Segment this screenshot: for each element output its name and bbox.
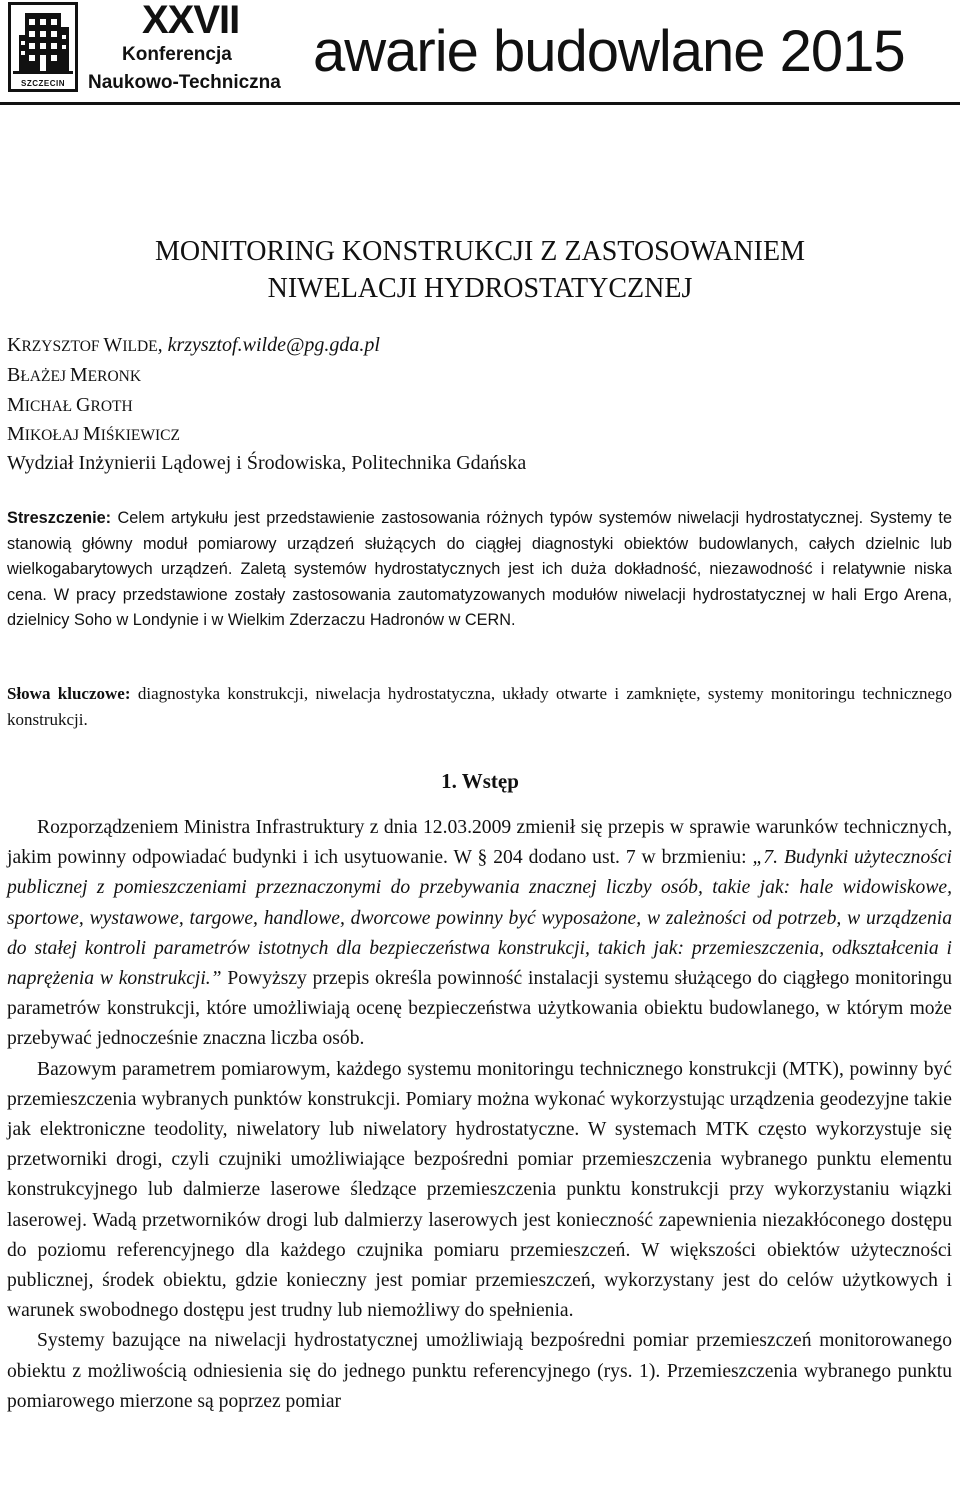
author-name: BŁAŻEJ MERONK — [7, 364, 142, 386]
author-name: KRZYSZTOF WILDE, krzysztof.wilde@pg.gda.pl — [7, 334, 380, 356]
header-divider — [0, 102, 960, 105]
conference-label-line1: Konferencja — [122, 44, 232, 65]
abstract — [7, 506, 952, 634]
paragraph: Systemy bazujące na niwelacji hydrostatycznej umożliwiają bezpośredni pomiar przemieszczeń monitorowanego obiektu z możliwością odniesienia się do jednego punktu referencyjnego (rys. 1). Przemieszczenia wybranego punktu pomiarowego mierzone są poprzez pomiar — [7, 1330, 952, 1412]
conference-header — [0, 0, 960, 104]
keywords-text: diagnostyka konstrukcji, niwelacja hydrostatyczna, układy otwarte i zamknięte, systemy monitoringu technicznego konstrukcji. — [7, 684, 952, 729]
affiliation: Wydział Inżynierii Lądowej i Środowiska, Politechnika Gdańska — [7, 452, 527, 474]
keywords — [7, 681, 952, 732]
conference-edition: XXVII — [142, 0, 240, 42]
author-email[interactable]: , krzysztof.wilde@pg.gda.pl — [157, 334, 380, 356]
abstract-label: Streszczenie: — [7, 509, 112, 527]
building-icon — [11, 5, 75, 79]
event-title: awarie budowlane 2015 — [313, 19, 905, 84]
body-text — [7, 813, 952, 1417]
paper-title-line2: NIWELACJI HYDROSTATYCZNEJ — [267, 273, 693, 304]
regulation-quote: „7. Budynki użyteczności publicznej z pomieszczeniami przeznaczonymi do przebywania znacznej liczby osób, takie jak: hale widowiskowe, sportowe, wystawowe, targowe, handlowe, dworcowe powinny być wyposażone, w zależności od potrzeb, w urządzenia do stałej kontroli parametrów istotnych dla bezpieczeństwa konstrukcji, takich jak: przemieszczenia, odkształcenia i naprężenia w konstrukcji.” — [7, 847, 953, 990]
paragraph: Rozporządzeniem Ministra Infrastruktury z dnia 12.03.2009 zmienił się przepis w sprawie warunków technicznych, jakim powinny odpowiadać budynki i ich usytuowanie. W § 204 dodano ust. 7 w brzmieniu: „7. Budynki użyteczności publicznej z pomieszczeniami przeznaczonymi do przebywania znacznej liczby osób, takie jak: hale widowiskowe, sportowe, wystawowe, targowe, handlowe, dworcowe powinny być wyposażone, w zależności od potrzeb, w urządzenia do stałej kontroli parametrów istotnych dla bezpieczeństwa konstrukcji, takich jak: przemieszczenia, odkształcenia i naprężenia w konstrukcji.” Powyższy przepis określa powinność instalacji systemu służącego do ciągłego monitoringu parametrów konstrukcji, które umożliwiają ocenę bezpieczeństwa użytkowania obiektu budowlanego, w którym może przebywać jednocześnie znaczna liczba osób. — [7, 817, 953, 1050]
author-name: MIKOŁAJ MIŚKIEWICZ — [7, 423, 180, 445]
keywords-label: Słowa kluczowe: — [7, 684, 131, 703]
abstract-text: Celem artykułu jest przedstawienie zastosowania różnych typów systemów niwelacji hydrostatycznej. Systemy te stanowią główny moduł pomiarowy urządzeń służących do ciągłej diagnostyki obiektów budowlanych, całych dzielnic lub wielkogabarytowych urządzeń. Zaletą systemów hydrostatycznych jest ich duża dokładność, niezawodność i relatywnie niska cena. W pracy przedstawione zostały zastosowania zautomatyzowanych modułów niwelacji hydrostatycznej w hali Ergo Arena, dzielnicy Soho w Londynie i w Wielkim Zderzaczu Hadronów w CERN. — [7, 509, 952, 630]
paragraph: Bazowym parametrem pomiarowym, każdego systemu monitoringu technicznego konstrukcji (MTK), powinny być przemieszczenia wybranych punktów konstrukcji. Pomiary można wykonać wykorzystując urządzenia geodezyjne takie jak elektroniczne teodolity, niwelatory lub niwelatory hydrostatyczne. W systemach MTK często wykorzystuje się przetworniki drogi, czyli czujniki umożliwiające bezpośredni pomiar przemieszczenia wybranego punktu elementu konstrukcyjnego lub dalmierze laserowe śledzące przemieszczenia punktu konstrukcji przy wykorzystaniu wiązki laserowej. Wadą przetworników drogi lub dalmierzy laserowych jest konieczność zapewnienia niezakłóconego dostępu do poziomu referencyjnego dla każdego czujnika pomiaru przemieszczeń. W większości obiektów użyteczności publicznej, środek obiektu, gdzie konieczny jest pomiar przemieszczeń, wykorzystany jest do celów użytkowych i warunek swobodnego dostępu jest trudny lub niemożliwy do spełnienia. — [7, 1058, 952, 1322]
conference-label-line2: Naukowo-Techniczna — [88, 72, 281, 93]
author-name: MICHAŁ GROTH — [7, 394, 133, 416]
section-heading: 1. Wstęp — [441, 769, 519, 793]
logo-city-text: SZCZECIN — [21, 79, 65, 88]
conference-logo — [8, 2, 78, 92]
paper-title-line1: MONITORING KONSTRUKCJI Z ZASTOSOWANIEM — [155, 236, 805, 267]
